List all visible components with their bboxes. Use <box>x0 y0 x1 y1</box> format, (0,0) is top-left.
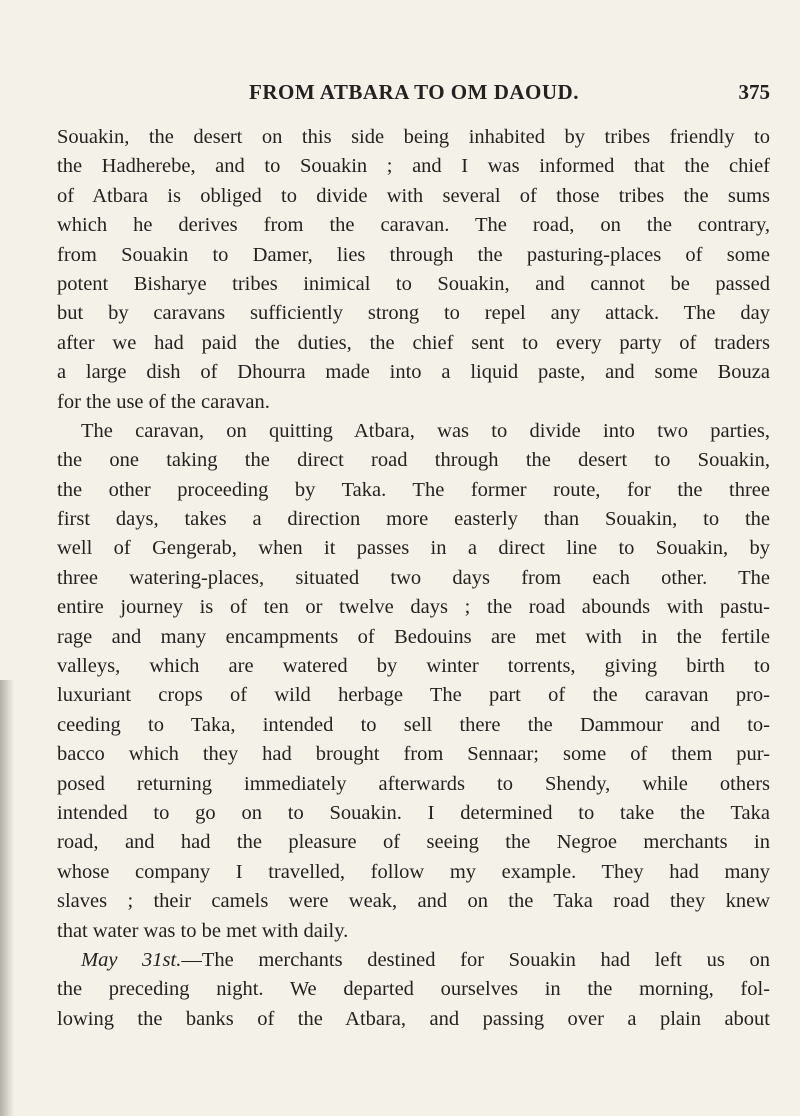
text-line: the preceding night. We departed ourselves in the morning, fol- <box>57 978 770 1001</box>
text-line: the Hadherebe, and to Souakin ; and I was informed that the chief <box>57 155 770 178</box>
text-line: for the use of the caravan. <box>57 390 270 413</box>
text-line: of Atbara is obliged to divide with several of those tribes the sums <box>57 184 770 207</box>
text-line: valleys, which are watered by winter torrents, giving birth to <box>57 655 770 678</box>
text-line-dated <box>57 946 770 975</box>
date-label: May 31st. <box>81 948 182 971</box>
text-line: The caravan, on quitting Atbara, was to divide into two parties, <box>81 419 770 442</box>
text-line: well of Gengerab, when it passes in a direct line to Souakin, by <box>57 537 770 560</box>
running-head <box>58 80 770 110</box>
page-number: 375 <box>738 80 770 104</box>
body-text <box>57 123 770 1034</box>
text-line: entire journey is of ten or twelve days ; the road abounds with pastu- <box>57 596 770 619</box>
text-line: ceeding to Taka, intended to sell there the Dammour and to- <box>57 713 770 736</box>
running-title: FROM ATBARA TO OM DAOUD. <box>249 80 579 104</box>
text-line: slaves ; their camels were weak, and on the Taka road they knew <box>57 890 770 913</box>
text-line: that water was to be met with daily. <box>57 919 349 942</box>
text-line: road, and had the pleasure of seeing the Negroe merchants in <box>57 831 770 854</box>
text-line: three watering-places, situated two days from each other. The <box>57 566 770 589</box>
text-line: luxuriant crops of wild herbage The part of the caravan pro- <box>57 684 770 707</box>
text-line: from Souakin to Damer, lies through the pasturing-places of some <box>57 243 770 266</box>
text-line: posed returning immediately afterwards to Shendy, while others <box>57 772 770 795</box>
text-line: but by caravans sufficiently strong to repel any attack. The day <box>57 302 770 325</box>
text-line: potent Bisharye tribes inimical to Souakin, and cannot be passed <box>57 272 770 295</box>
text-line: the one taking the direct road through the desert to Souakin, <box>57 449 770 472</box>
page-edge-shadow <box>0 680 14 1116</box>
text-line: lowing the banks of the Atbara, and passing over a plain about <box>57 1007 770 1030</box>
text-line: Souakin, the desert on this side being inhabited by tribes friendly to <box>57 126 770 148</box>
text-line: whose company I travelled, follow my example. They had many <box>57 860 770 883</box>
text-line-rest: —The merchants destined for Souakin had left us on <box>181 948 770 971</box>
text-line: bacco which they had brought from Sennaar; some of them pur- <box>57 743 770 766</box>
text-line: a large dish of Dhourra made into a liquid paste, and some Bouza <box>57 361 770 384</box>
text-line: first days, takes a direction more easterly than Souakin, to the <box>57 508 770 531</box>
text-line: after we had paid the duties, the chief sent to every party of traders <box>57 331 770 354</box>
text-line: the other proceeding by Taka. The former route, for the three <box>57 478 770 501</box>
text-line: rage and many encampments of Bedouins are met with in the fertile <box>57 625 770 648</box>
text-line: which he derives from the caravan. The road, on the contrary, <box>57 214 770 237</box>
text-line: intended to go on to Souakin. I determined to take the Taka <box>57 801 770 824</box>
